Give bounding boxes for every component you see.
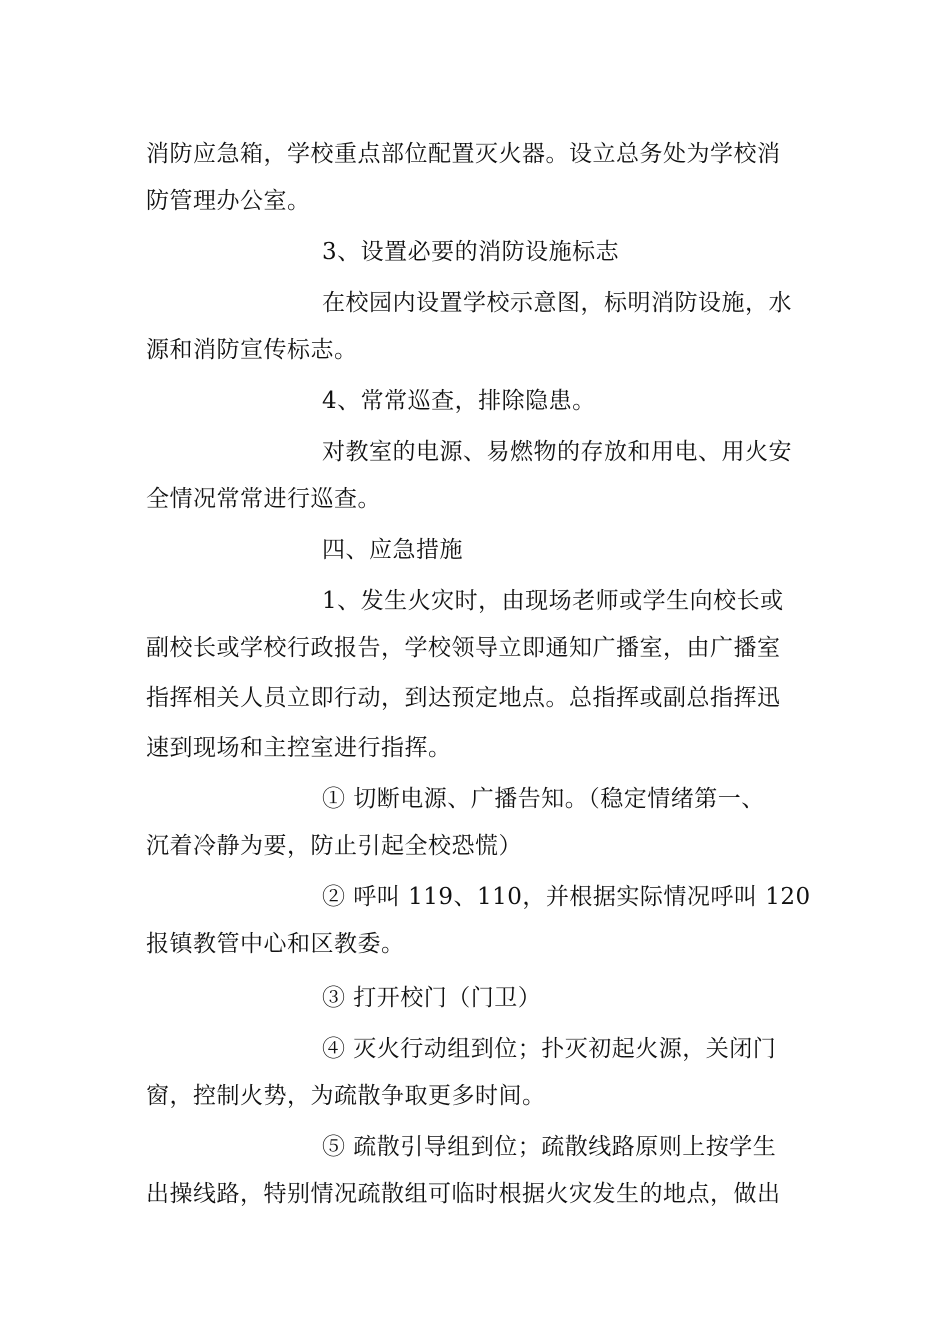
paragraph-line: 报镇教管中心和区教委。 <box>146 931 405 957</box>
list-item: ④ 灭火行动组到位；扑灭初起火源，关闭门 <box>322 1036 777 1062</box>
paragraph-line: 速到现场和主控室进行指挥。 <box>146 735 452 761</box>
section-heading: 4、常常巡查，排除隐患。 <box>322 388 596 414</box>
paragraph-line: 副校长或学校行政报告，学校领导立即通知广播室，由广播室 <box>146 635 781 661</box>
paragraph-line: 对教室的电源、易燃物的存放和用电、用火安 <box>322 439 792 465</box>
section-heading: 四、应急措施 <box>322 537 463 563</box>
paragraph-line: 全情况常常进行巡查。 <box>146 486 381 512</box>
paragraph-line: 在校园内设置学校示意图，标明消防设施，水 <box>322 290 792 316</box>
list-item: ⑤ 疏散引导组到位；疏散线路原则上按学生 <box>322 1134 777 1160</box>
paragraph-line: 防管理办公室。 <box>146 188 311 214</box>
paragraph-line: 出操线路，特别情况疏散组可临时根据火灾发生的地点，做出 <box>146 1181 781 1207</box>
paragraph-line: 沉着冷静为要，防止引起全校恐慌） <box>146 833 522 859</box>
list-item: ③ 打开校门（门卫） <box>322 985 542 1011</box>
list-item: ① 切断电源、广播告知。（稳定情绪第一、 <box>322 786 765 812</box>
paragraph-line: 窗，控制火势，为疏散争取更多时间。 <box>146 1083 546 1109</box>
paragraph-line: 1、发生火灾时，由现场老师或学生向校长或 <box>322 588 784 614</box>
paragraph-line: 指挥相关人员立即行动，到达预定地点。总指挥或副总指挥迅 <box>146 685 781 711</box>
section-heading: 3、设置必要的消防设施标志 <box>322 239 620 265</box>
paragraph-line: 消防应急箱，学校重点部位配置灭火器。设立总务处为学校消 <box>146 141 781 167</box>
paragraph-line: 源和消防宣传标志。 <box>146 337 358 363</box>
list-item: ② 呼叫 119、110，并根据实际情况呼叫 120 <box>322 884 811 910</box>
